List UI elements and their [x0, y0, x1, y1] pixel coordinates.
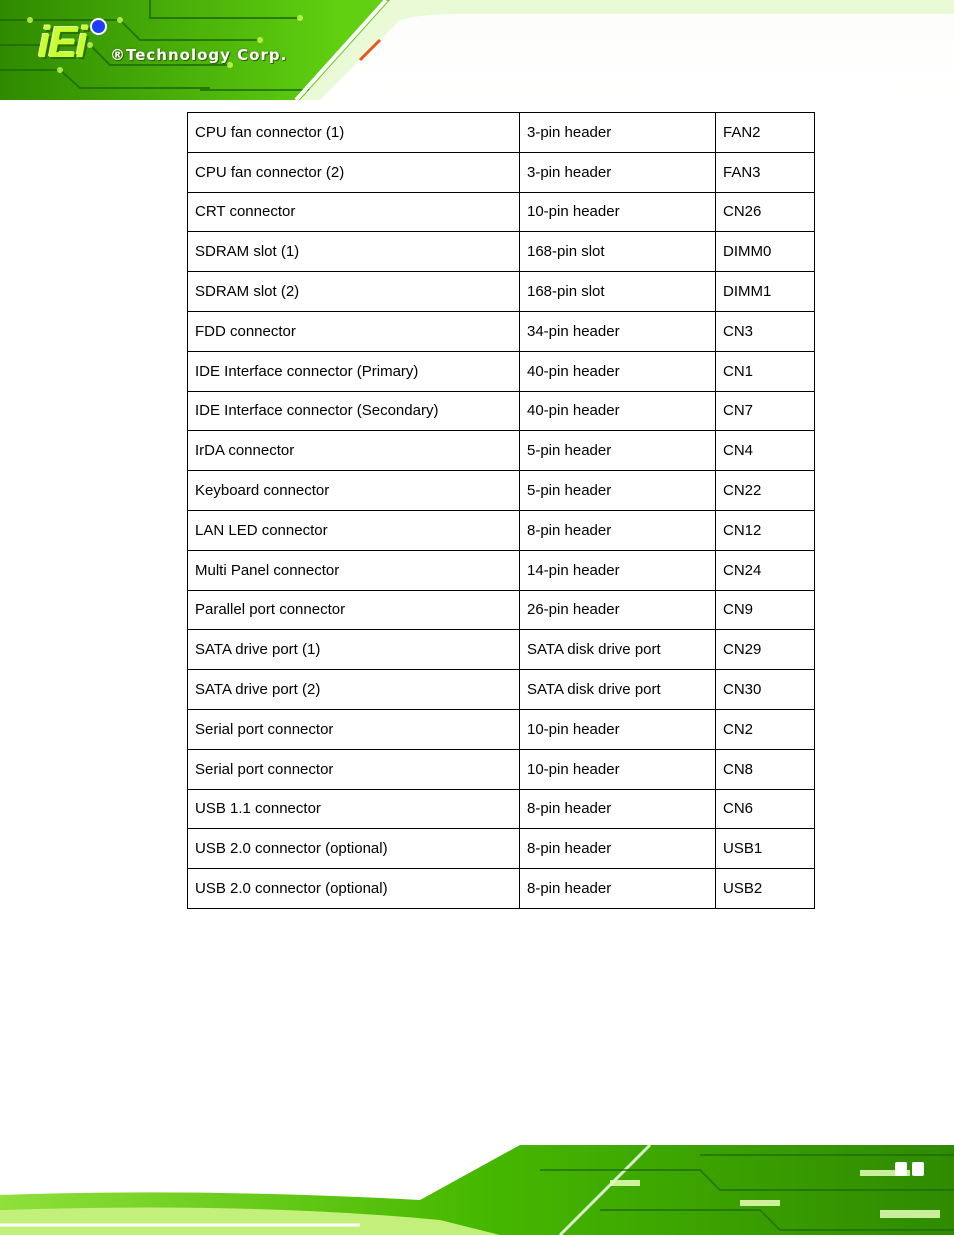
connector-label-cell: CN1 [716, 351, 815, 391]
connector-table-body [188, 113, 815, 909]
table-row [188, 152, 815, 192]
connector-type-cell: 8-pin header [520, 510, 716, 550]
connector-label-cell: CN6 [716, 789, 815, 829]
connector-type-cell: SATA disk drive port [520, 630, 716, 670]
connector-name-cell: SATA drive port (2) [188, 670, 520, 710]
table-row [188, 272, 815, 312]
connector-type-cell: 8-pin header [520, 829, 716, 869]
logo-mark: iEi [38, 18, 86, 67]
connector-type-cell: 14-pin header [520, 550, 716, 590]
connector-type-cell: 5-pin header [520, 471, 716, 511]
table-row [188, 510, 815, 550]
connector-label-cell: CN2 [716, 709, 815, 749]
connector-type-cell: 3-pin header [520, 152, 716, 192]
connector-name-cell: SDRAM slot (1) [188, 232, 520, 272]
company-name: ®Technology Corp. [110, 46, 288, 64]
connector-label-cell: CN26 [716, 192, 815, 232]
table-row [188, 550, 815, 590]
connector-type-cell: 26-pin header [520, 590, 716, 630]
connector-name-cell: IrDA connector [188, 431, 520, 471]
connector-name-cell: Keyboard connector [188, 471, 520, 511]
connector-type-cell: 8-pin header [520, 789, 716, 829]
connector-label-cell: CN12 [716, 510, 815, 550]
connector-name-cell: FDD connector [188, 311, 520, 351]
table-row [188, 630, 815, 670]
company-logo [38, 14, 298, 74]
table-row [188, 431, 815, 471]
connector-type-cell: 8-pin header [520, 869, 716, 909]
connector-label-cell: CN8 [716, 749, 815, 789]
table-row [188, 351, 815, 391]
connector-name-cell: CRT connector [188, 192, 520, 232]
table-row [188, 113, 815, 153]
table-row [188, 709, 815, 749]
connector-label-cell: DIMM1 [716, 272, 815, 312]
table-row [188, 192, 815, 232]
connector-name-cell: LAN LED connector [188, 510, 520, 550]
table-row [188, 391, 815, 431]
connector-label-cell: CN30 [716, 670, 815, 710]
connector-label-cell: CN24 [716, 550, 815, 590]
connector-type-cell: 10-pin header [520, 749, 716, 789]
connector-label-cell: CN3 [716, 311, 815, 351]
table-row [188, 829, 815, 869]
connector-name-cell: Serial port connector [188, 709, 520, 749]
connector-type-cell: 168-pin slot [520, 232, 716, 272]
table-row [188, 311, 815, 351]
connector-type-cell: 10-pin header [520, 709, 716, 749]
connector-type-cell: 3-pin header [520, 113, 716, 153]
connector-name-cell: Parallel port connector [188, 590, 520, 630]
footer-circuit-banner [0, 1140, 954, 1235]
connector-label-cell: USB2 [716, 869, 815, 909]
connector-label-cell: FAN2 [716, 113, 815, 153]
connector-name-cell: Serial port connector [188, 749, 520, 789]
connector-label-cell: FAN3 [716, 152, 815, 192]
table-row [188, 869, 815, 909]
table-row [188, 749, 815, 789]
connector-name-cell: IDE Interface connector (Secondary) [188, 391, 520, 431]
connector-label-cell: CN7 [716, 391, 815, 431]
connector-type-cell: 10-pin header [520, 192, 716, 232]
connector-name-cell: SATA drive port (1) [188, 630, 520, 670]
table-row [188, 232, 815, 272]
table-row [188, 789, 815, 829]
connector-name-cell: Multi Panel connector [188, 550, 520, 590]
connector-label-cell: DIMM0 [716, 232, 815, 272]
connector-type-cell: SATA disk drive port [520, 670, 716, 710]
connector-type-cell: 40-pin header [520, 391, 716, 431]
connector-label-cell: USB1 [716, 829, 815, 869]
connector-label-cell: CN22 [716, 471, 815, 511]
table-row [188, 670, 815, 710]
connector-name-cell: USB 2.0 connector (optional) [188, 869, 520, 909]
connector-type-cell: 168-pin slot [520, 272, 716, 312]
connector-label-cell: CN9 [716, 590, 815, 630]
connector-type-cell: 34-pin header [520, 311, 716, 351]
logo-dot-icon [90, 18, 107, 35]
connector-label-cell: CN4 [716, 431, 815, 471]
connector-label-cell: CN29 [716, 630, 815, 670]
connector-name-cell: CPU fan connector (1) [188, 113, 520, 153]
connector-type-cell: 40-pin header [520, 351, 716, 391]
connector-name-cell: IDE Interface connector (Primary) [188, 351, 520, 391]
connector-name-cell: USB 2.0 connector (optional) [188, 829, 520, 869]
table-row [188, 590, 815, 630]
connector-name-cell: CPU fan connector (2) [188, 152, 520, 192]
connector-name-cell: SDRAM slot (2) [188, 272, 520, 312]
table-row [188, 471, 815, 511]
connector-type-cell: 5-pin header [520, 431, 716, 471]
connector-table [187, 112, 815, 909]
connector-name-cell: USB 1.1 connector [188, 789, 520, 829]
